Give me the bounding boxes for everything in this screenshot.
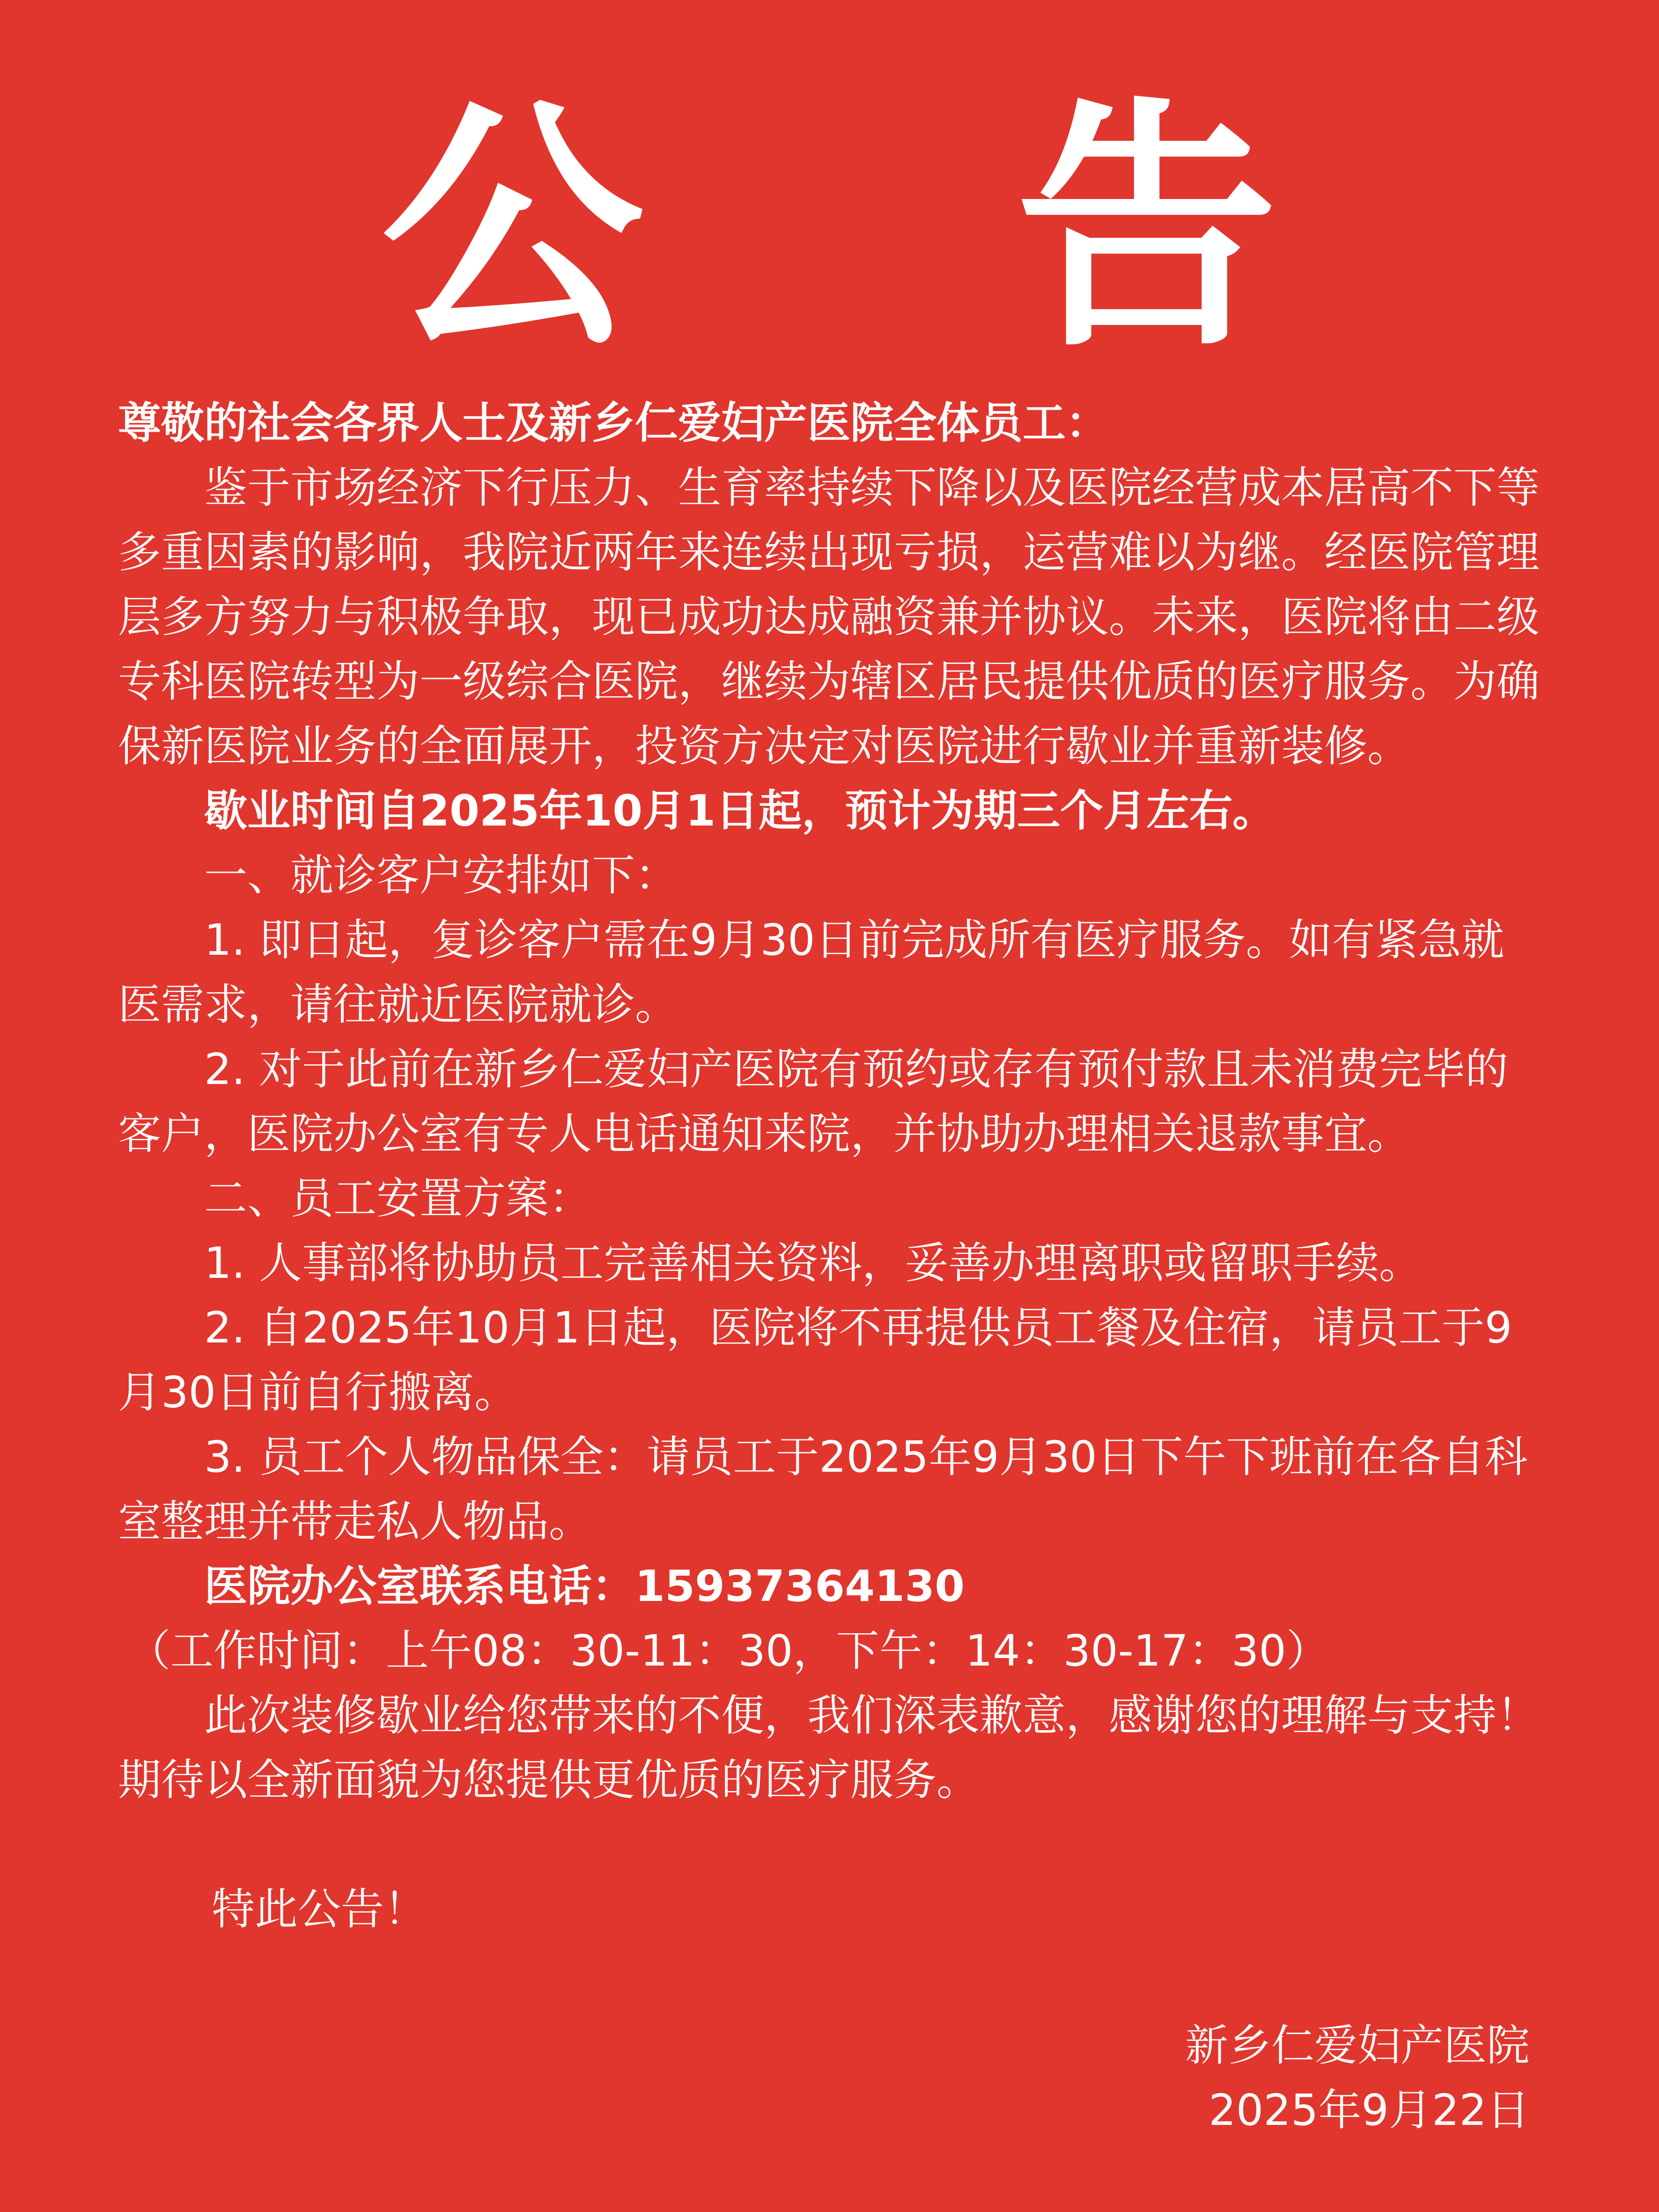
contact-hours: （工作时间：上午08：30-11：30，下午：14：30-17：30）: [127, 1626, 1329, 1676]
closing-line: 特此公告！: [212, 1884, 428, 1934]
section2-heading: 二、员工安置方案：: [204, 1173, 592, 1224]
intro-paragraph: 鉴于市场经济下行压力、生育率持续下降以及医院经营成本居高不下等多重因素的影响，我院近两年来连续出现亏损，运营难以为继。经医院管理层多方努力与积极争取，现已成功达成融资兼并协议。未来，医院将由二级专科医院转型为一级综合医院，继续为辖区居民提供优质的医疗服务。为确保新医院业务的全面展开，投资方决定对医院进行歇业并重新装修。: [118, 463, 1540, 771]
signature-date: 2025年9月22日: [1209, 2085, 1530, 2135]
notice-body: [118, 391, 1541, 1942]
spacer: [118, 1813, 1541, 1877]
section1-item: 1. 即日起，复诊客户需在9月30日前完成所有医疗服务。如有紧急就医需求，请往就近医院就诊。: [118, 915, 1504, 1030]
signature-org: 新乡仁爱妇产医院: [1185, 2020, 1530, 2071]
section1-heading: 一、就诊客户安排如下：: [204, 850, 678, 900]
section2-item: 1. 人事部将协助员工完善相关资料，妥善办理离职或留职手续。: [204, 1238, 1423, 1288]
section1-item: 2. 对于此前在新乡仁爱妇产医院有预约或存有预付款且未消费完毕的客户，医院办公室有专人电话通知来院，并协助办理相关退款事宜。: [118, 1044, 1509, 1159]
apology-paragraph: 此次装修歇业给您带来的不便，我们深表歉意，感谢您的理解与支持！期待以全新面貌为您提供更优质的医疗服务。: [118, 1690, 1540, 1805]
closure-period: 歇业时间自2025年10月1日起，预计为期三个月左右。: [204, 786, 1276, 836]
notice-title: 公 告: [381, 77, 1418, 382]
contact-phone: 医院办公室联系电话：15937364130: [204, 1561, 965, 1611]
section2-item: 3. 员工个人物品保全：请员工于2025年9月30日下午下班前在各自科室整理并带走私人物品。: [118, 1432, 1528, 1547]
salutation: 尊敬的社会各界人士及新乡仁爱妇产医院全体员工：: [118, 398, 1109, 448]
signature-block: [1185, 2013, 1530, 2143]
section2-item: 2. 自2025年10月1日起，医院将不再提供员工餐及住宿，请员工于9月30日前自行搬离。: [118, 1303, 1512, 1417]
